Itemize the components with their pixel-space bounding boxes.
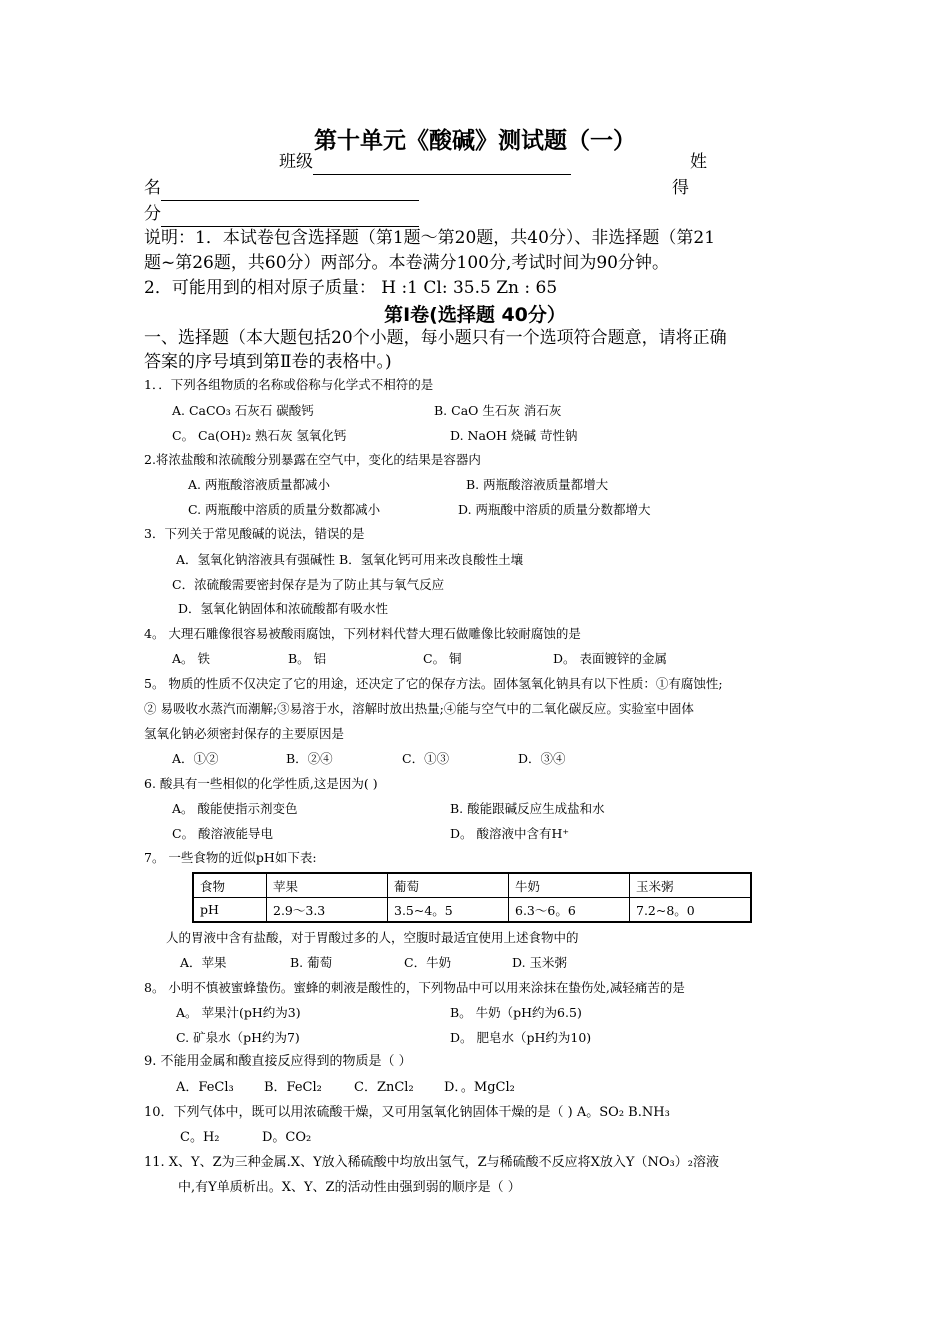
q1-option-b: B. CaO 生石灰 消石灰	[434, 403, 562, 418]
q5-option-a: A．①②	[172, 751, 219, 766]
q7-option-b: B. 葡萄	[290, 955, 333, 970]
score-label-b: 分	[144, 204, 161, 224]
q9-option-d: D．。MgCl₂	[444, 1080, 515, 1095]
class-blank[interactable]	[313, 154, 571, 175]
score-blank[interactable]	[161, 206, 419, 227]
section-intro-2: 答案的序号填到第Ⅱ卷的表格中。)	[144, 352, 392, 372]
notes-line-3: 2．可能用到的相对原子质量： H :1 Cl: 35.5 Zn : 65	[144, 278, 558, 298]
q9-option-b: B．FeCl₂	[264, 1080, 322, 1095]
name-field	[144, 176, 419, 201]
q6-option-c: C。 酸溶液能导电	[172, 826, 274, 841]
ph-table-value-row	[193, 898, 751, 923]
q9-option-a: A．FeCl₃	[176, 1080, 234, 1095]
q1-option-a: A. CaCO₃ 石灰石 碳酸钙	[172, 403, 314, 418]
notes-line-1: 说明：1．本试卷包含选择题（第1题～第20题，共40分）、非选择题（第21	[144, 228, 716, 248]
q7-option-d: D. 玉米粥	[512, 955, 568, 970]
q4-option-a: A。 铁	[172, 651, 211, 666]
q9-option-c: C．ZnCl₂	[354, 1080, 414, 1095]
q3-option-c: C．浓硫酸需要密封保存是为了防止其与氧气反应	[172, 577, 445, 592]
q8-option-c: C. 矿泉水（pH约为7)	[176, 1030, 300, 1045]
question-8: 8。 小明不慎被蜜蜂蛰伤。蜜蜂的刺液是酸性的，下列物品中可以用来涂抹在蛰伤处,减轻痛苦的是	[144, 980, 685, 995]
question-7-followup: 人的胃液中含有盐酸，对于胃酸过多的人，空腹时最适宜使用上述食物中的	[166, 930, 579, 945]
name-blank[interactable]	[161, 180, 419, 201]
q6-option-d: D。 酸溶液中含有H⁺	[450, 826, 569, 841]
ph-table-header-row	[193, 873, 751, 898]
question-2: 2.将浓盐酸和浓硫酸分别暴露在空气中，变化的结果是容器内	[144, 452, 481, 467]
section-intro-1: 一、选择题（本大题包括20个小题，每小题只有一个选项符合题意，请将正确	[144, 328, 727, 348]
q8-option-b: B。 牛奶（pH约为6.5)	[450, 1005, 582, 1020]
q7-option-a: A．苹果	[180, 955, 227, 970]
class-label: 班级	[279, 152, 313, 172]
ph-table-cell: pH	[193, 898, 267, 923]
question-9: 9. 不能用金属和酸直接反应得到的物质是（ ）	[144, 1054, 412, 1069]
name-label-a: 姓	[690, 152, 707, 172]
ph-table-header-cell: 食物	[193, 873, 267, 898]
ph-table-cell: 7.2~8。0	[630, 898, 752, 923]
exam-title: 第十单元《酸碱》测试题（一）	[314, 128, 636, 154]
notes-line-2: 题~第26题，共60分）两部分。本卷满分100分,考试时间为90分钟。	[144, 253, 669, 273]
q1-option-d: D. NaOH 烧碱 苛性钠	[450, 428, 578, 443]
q3-options-ab: A．氢氧化钠溶液具有强碱性 B．氢氧化钙可用来改良酸性土壤	[176, 552, 524, 567]
q2-option-a: A. 两瓶酸溶液质量都减小	[188, 477, 330, 492]
q5-option-b: B．②④	[286, 751, 333, 766]
q1-option-c: C。 Ca(OH)₂ 熟石灰 氢氧化钙	[172, 428, 347, 443]
question-5-line-2: ② 易吸收水蒸汽而潮解;③易溶于水，溶解时放出热量;④能与空气中的二氧化碳反应。实验室中固体	[144, 701, 694, 716]
ph-table-cell: 3.5~4。5	[388, 898, 509, 923]
q2-option-d: D. 两瓶酸中溶质的质量分数都增大	[458, 502, 651, 517]
ph-table-cell: 2.9～3.3	[267, 898, 388, 923]
question-6: 6. 酸具有一些相似的化学性质,这是因为( )	[144, 776, 378, 791]
section-title: 第Ⅰ卷(选择题 40分）	[384, 304, 566, 326]
ph-table	[192, 872, 752, 923]
q2-option-c: C. 两瓶酸中溶质的质量分数都减小	[188, 502, 381, 517]
question-4: 4。 大理石雕像很容易被酸雨腐蚀，下列材料代替大理石做雕像比较耐腐蚀的是	[144, 626, 581, 641]
q4-option-b: B。 铝	[288, 651, 327, 666]
q10-option-d: D。CO₂	[262, 1130, 312, 1145]
question-5-line-3: 氢氧化钠必须密封保存的主要原因是	[144, 726, 345, 741]
q3-option-d: D．氢氧化钠固体和浓硫酸都有吸水性	[178, 601, 389, 616]
ph-table-cell: 6.3～6。6	[509, 898, 630, 923]
q2-option-b: B. 两瓶酸溶液质量都增大	[466, 477, 609, 492]
question-5-line-1: 5。 物质的性质不仅决定了它的用途，还决定了它的保存方法。固体氢氧化钠具有以下性质：①有腐蚀性;	[144, 676, 723, 691]
question-7: 7。 一些食物的近似pH如下表:	[144, 850, 317, 865]
q5-option-d: D．③④	[518, 751, 566, 766]
class-field	[279, 150, 571, 175]
q8-option-d: D。 肥皂水（pH约为10)	[450, 1030, 592, 1045]
ph-table-header-cell: 葡萄	[388, 873, 509, 898]
question-10: 10．下列气体中，既可以用浓硫酸干燥，又可用氢氧化钠固体干燥的是（ ) A。SO₂ B.NH₃	[144, 1105, 670, 1120]
q6-option-a: A。 酸能使指示剂变色	[172, 801, 298, 816]
q4-option-c: C。 铜	[423, 651, 462, 666]
q6-option-b: B. 酸能跟碱反应生成盐和水	[450, 801, 605, 816]
question-11-line-2: 中,有Y单质析出。X、Y、Z的活动性由强到弱的顺序是（ ）	[178, 1180, 521, 1195]
q7-option-c: C．牛奶	[404, 955, 452, 970]
q4-option-d: D。 表面镀锌的金属	[553, 651, 667, 666]
q8-option-a: A。 苹果汁(pH约为3)	[176, 1005, 301, 1020]
question-3: 3．下列关于常见酸碱的说法，错误的是	[144, 526, 365, 541]
ph-table-header-cell: 苹果	[267, 873, 388, 898]
score-label-a: 得	[672, 178, 689, 198]
question-11-line-1: 11. X、Y、Z为三种金属.X、Y放入稀硫酸中均放出氢气，Z与稀硫酸不反应将X放入Y（NO₃）₂溶液	[144, 1155, 719, 1170]
name-label-b: 名	[144, 178, 161, 198]
ph-table-header-cell: 玉米粥	[630, 873, 752, 898]
q10-option-c: C。H₂	[180, 1130, 220, 1145]
ph-table-header-cell: 牛奶	[509, 873, 630, 898]
q5-option-c: C．①③	[402, 751, 450, 766]
score-field	[144, 202, 419, 227]
question-1: 1．．下列各组物质的名称或俗称与化学式不相符的是	[144, 377, 434, 392]
